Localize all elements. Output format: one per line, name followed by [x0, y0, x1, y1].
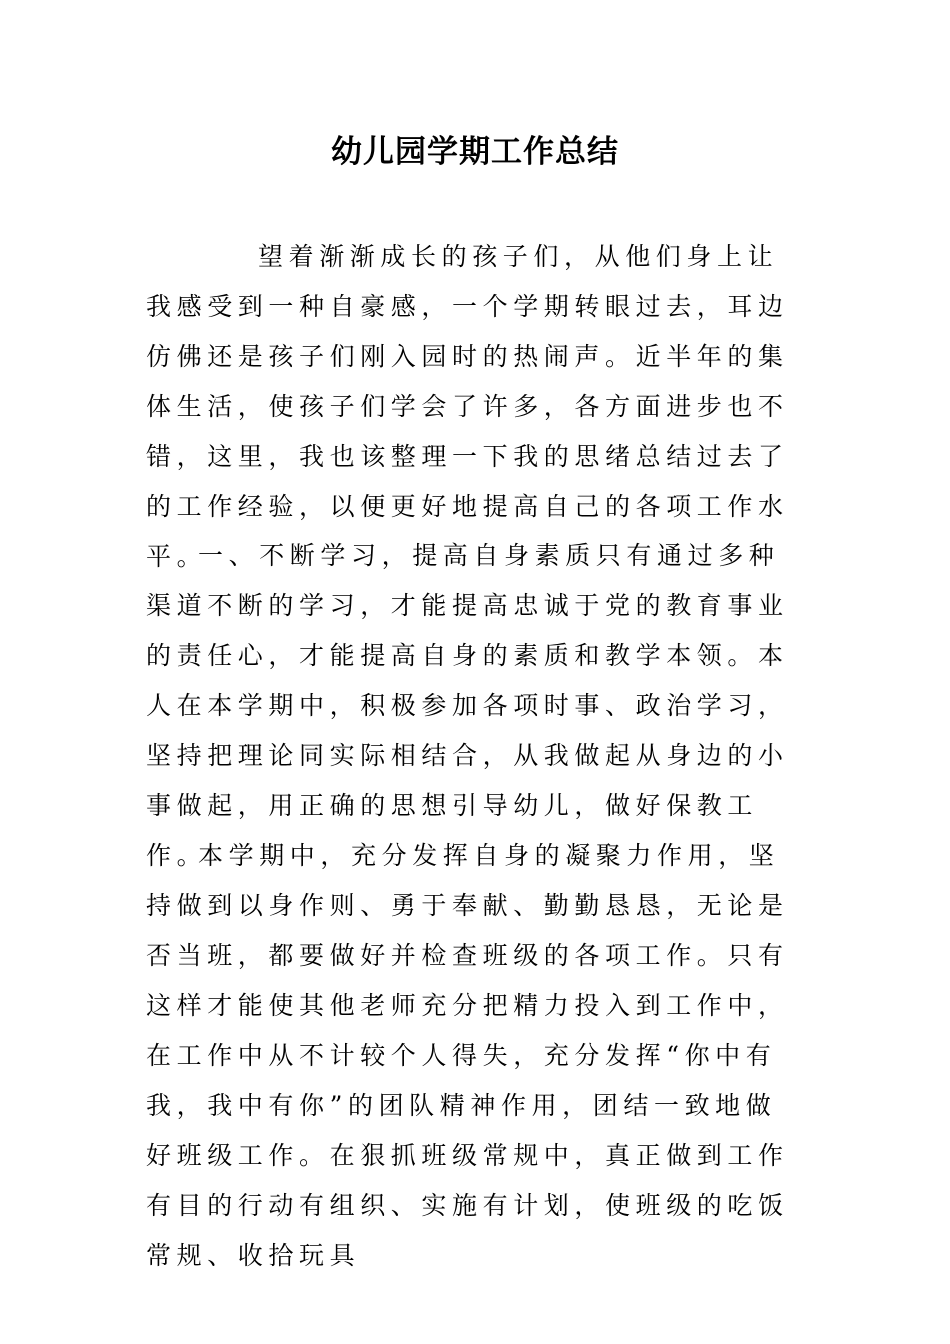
document-title: 幼儿园学期工作总结 [331, 134, 619, 170]
paragraph-teamwork: 本学期中，充分发挥自身的凝聚力作用，坚持做到以身作则、勇于奉献、勤勤恳恳，无论是否当班，都要做好并检查班级的各项工作。只有这样才能使其他老师充分把精力投入到工作中，在工作中从不计较个人得失，充分发挥“你中有我，我中有你”的团队精神作用，团结一致地做好班级工作。在狠抓班级常规中，真正做到工作有目的行动有组织、实施有计划，使班级的吃饭常规、收拾玩具 [146, 841, 789, 1270]
paragraph-study: 一、不断学习，提高自身素质只有通过多种渠道不断的学习，才能提高忠诚于党的教育事业的责任心，才能提高自身的素质和教学本领。本人在本学期中，积极参加各项时事、政治学习，坚持把理论同实际相结合，从我做起从身边的小事做起，用正确的思想引导幼儿，做好保教工作。 [146, 541, 789, 870]
paragraph-intro: 望着渐渐成长的孩子们，从他们身上让我感受到一种自豪感，一个学期转眼过去，耳边仿佛还是孩子们刚入园时的热闹声。近半年的集体生活，使孩子们学会了许多，各方面进步也不错，这里，我也该整理一下我的思绪总结过去了的工作经验，以便更好地提高自己的各项工作水平。 [146, 242, 789, 571]
